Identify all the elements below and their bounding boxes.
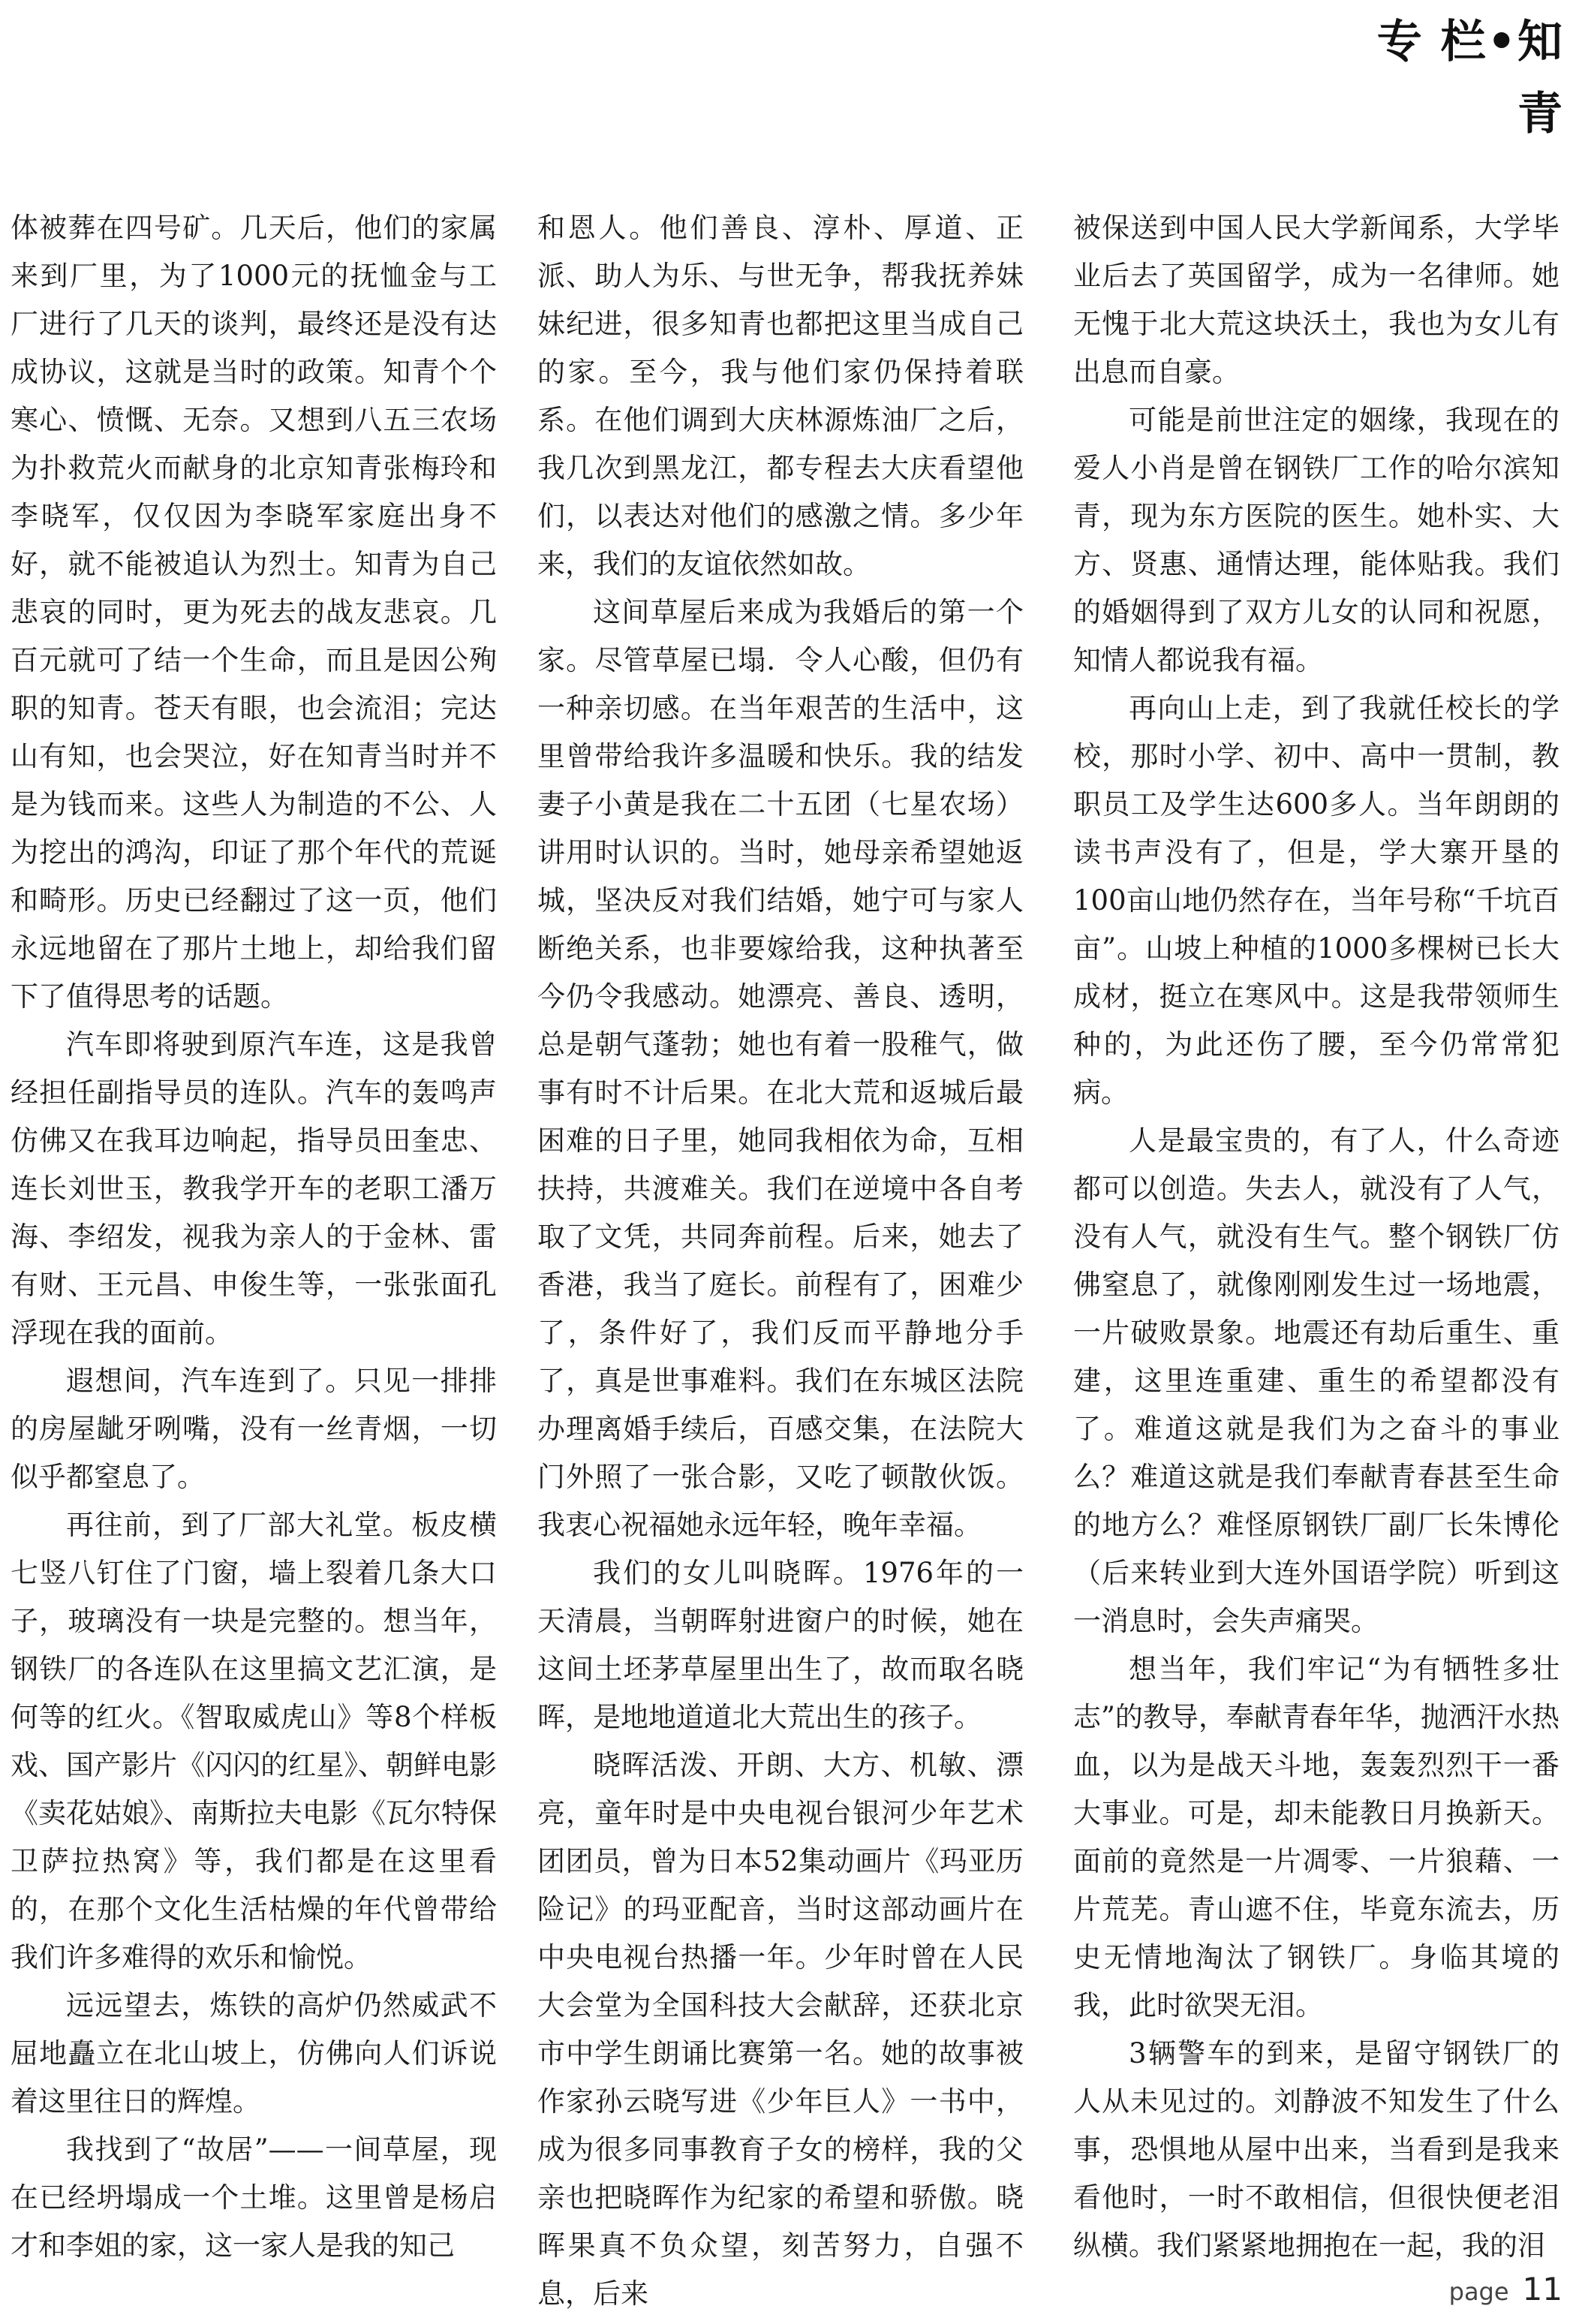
- paragraph: 再往前，到了厂部大礼堂。板皮横七竖八钉住了门窗，墙上裂着几条大口子，玻璃没有一块是完整的。想当年，钢铁厂的各连队在这里搞文艺汇演，是何等的红火。《智取威虎山》等8个样板戏、国产影片《闪闪的红星》、朝鲜电影《卖花姑娘》、南斯拉夫电影《瓦尔特保卫萨拉热窝》等，我们都是在这里看的，在那个文化生活枯燥的年代曾带给我们许多难得的欢乐和愉悦。: [11, 1509, 497, 1973]
- paragraph: 远远望去，炼铁的高炉仍然威武不屈地矗立在北山坡上，仿佛向人们诉说着这里往日的辉煌。: [11, 1989, 497, 2118]
- paragraph: 被保送到中国人民大学新闻系，大学毕业后去了英国留学，成为一名律师。她无愧于北大荒这块沃土，我也为女儿有出息而自豪。: [1073, 212, 1559, 388]
- page-label: page: [1448, 2277, 1509, 2306]
- paragraph: 体被葬在四号矿。几天后，他们的家属来到厂里，为了1000元的抚恤金与工厂进行了几天的谈判，最终还是没有达成协议，这就是当时的政策。知青个个寒心、愤慨、无奈。又想到八五三农场为扑救荒火而献身的北京知青张梅玲和李晓军，仅仅因为李晓军家庭出身不好，就不能被追认为烈士。知青为自己悲哀的同时，更为死去的战友悲哀。几百元就可了结一个生命，而且是因公殉职的知青。苍天有眼，也会流泪；完达山有知，也会哭泣，好在知青当时并不是为钱而来。这些人为制造的不公、人为挖出的鸿沟，印证了那个年代的荒诞和畸形。历史已经翻过了这一页，他们永远地留在了那片土地上，却给我们留下了值得思考的话题。: [11, 212, 497, 1013]
- paragraph: 和恩人。他们善良、淳朴、厚道、正派、助人为乐、与世无争，帮我抚养妹妹纪进，很多知青也都把这里当成自己的家。至今，我与他们家仍保持着联系。在他们调到大庆林源炼油厂之后，我几次到黑龙江，都专程去大庆看望他们，以表达对他们的感激之情。多少年来，我们的友谊依然如故。: [537, 212, 1024, 580]
- paragraph: 这间草屋后来成为我婚后的第一个家。尽管草屋已塌．令人心酸，但仍有一种亲切感。在当年艰苦的生活中，这里曾带给我许多温暖和快乐。我的结发妻子小黄是我在二十五团（七星农场）讲用时认识的。当时，她母亲希望她返城，坚决反对我们结婚，她宁可与家人断绝关系，也非要嫁给我，这种执著至今仍令我感动。她漂亮、善良、透明，总是朝气蓬勃；她也有着一股稚气，做事有时不计后果。在北大荒和返城后最困难的日子里，她同我相依为命，互相扶持，共渡难关。我们在逆境中各自考取了文凭，共同奔前程。后来，她去了香港，我当了庭长。前程有了，困难少了，条件好了，我们反而平静地分手了，真是世事难料。我们在东城区法院办理离婚手续后，百感交集，在法院大门外照了一张合影，又吃了顿散伙饭。我衷心祝福她永远年轻，晚年幸福。: [537, 596, 1024, 1541]
- text-column-left: [11, 204, 497, 2270]
- section-header: 专 栏•知青: [1376, 16, 1564, 140]
- paragraph: 想当年，我们牢记“为有牺牲多壮志”的教导，奉献青春年华，抛洒汗水热血，以为是战天斗地，轰轰烈烈干一番大事业。可是，却未能教日月换新天。面前的竟然是一片凋零、一片狼藉、一片荒芜。青山遮不住，毕竟东流去，历史无情地淘汰了钢铁厂。身临其境的我，此时欲哭无泪。: [1073, 1653, 1559, 2021]
- paragraph: 人是最宝贵的，有了人，什么奇迹都可以创造。失去人，就没有了人气，没有人气，就没有生气。整个钢铁厂仿佛窒息了，就像刚刚发生过一场地震，一片破败景象。地震还有劫后重生、重建，这里连重建、重生的希望都没有了。难道这就是我们为之奋斗的事业么？难道这就是我们奉献青春甚至生命的地方么？难怪原钢铁厂副厂长朱博伦（后来转业到大连外国语学院）听到这一消息时，会失声痛哭。: [1073, 1124, 1559, 1637]
- paragraph: 汽车即将驶到原汽车连，这是我曾经担任副指导员的连队。汽车的轰鸣声仿佛又在我耳边响起，指导员田奎忠、连长刘世玉，教我学开车的老职工潘万海、李绍发，视我为亲人的于金林、雷有财、王元昌、申俊生等，一张张面孔浮现在我的面前。: [11, 1028, 497, 1349]
- paragraph: 3辆警车的到来，是留守钢铁厂的人从未见过的。刘静波不知发生了什么事，恐惧地从屋中出来，当看到是我来看他时，一时不敢相信，但很快便老泪纵横。我们紧紧地拥抱在一起，我的泪: [1073, 2037, 1559, 2262]
- paragraph: 晓晖活泼、开朗、大方、机敏、漂亮，童年时是中央电视台银河少年艺术团团员，曾为日本52集动画片《玛亚历险记》的玛亚配音，当时这部动画片在中央电视台热播一年。少年时曾在人民大会堂为全国科技大会献辞，还获北京市中学生朗诵比赛第一名。她的故事被作家孙云晓写进《少年巨人》一书中，成为很多同事教育子女的榜样，我的父亲也把晓晖作为纪家的希望和骄傲。晓晖果真不负众望，刻苦努力，自强不息，后来: [537, 1749, 1024, 2310]
- page-footer: [1449, 2267, 1562, 2312]
- paragraph: 可能是前世注定的姻缘，我现在的爱人小肖是曾在钢铁厂工作的哈尔滨知青，现为东方医院的医生。她朴实、大方、贤惠、通情达理，能体贴我。我们的婚姻得到了双方儿女的认同和祝愿，知情人都说我有福。: [1073, 404, 1559, 676]
- paragraph: 我找到了“故居”——一间草屋，现在已经坍塌成一个土堆。这里曾是杨启才和李姐的家，这一家人是我的知己: [11, 2133, 497, 2262]
- paragraph: 再向山上走，到了我就任校长的学校，那时小学、初中、高中一贯制，教职员工及学生达600多人。当年朗朗的读书声没有了，但是，学大寨开垦的100亩山地仍然存在，当年号称“千坑百亩”。山坡上种植的1000多棵树已长大成材，挺立在寒风中。这是我带领师生种的，为此还伤了腰，至今仍常常犯病。: [1073, 692, 1559, 1109]
- text-column-middle: [537, 204, 1024, 2318]
- paragraph: 我们的女儿叫晓晖。1976年的一天清晨，当朝晖射进窗户的时候，她在这间土坯茅草屋里出生了，故而取名晓晖，是地地道道北大荒出生的孩子。: [537, 1557, 1024, 1733]
- text-column-right: [1073, 204, 1559, 2270]
- page-number: 11: [1522, 2271, 1562, 2307]
- paragraph: 遐想间，汽车连到了。只见一排排的房屋龇牙咧嘴，没有一丝青烟，一切似乎都窒息了。: [11, 1365, 497, 1493]
